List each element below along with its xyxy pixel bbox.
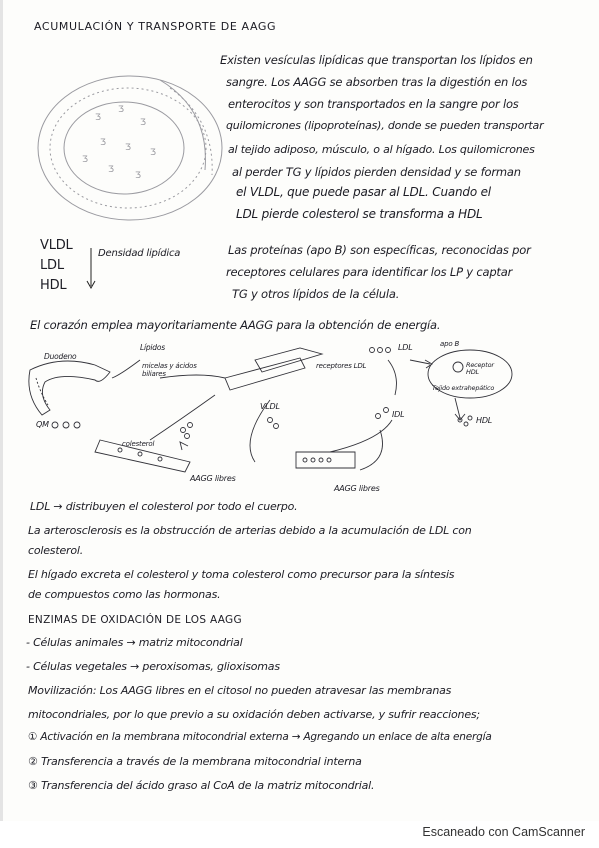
svg-text:Ʒ: Ʒ — [150, 148, 156, 158]
ldl-distribution-line: LDL → distribuyen el colesterol por todo el cuerpo. — [30, 500, 298, 513]
intro-line-2: sangre. Los AAGG se absorben tras la digestión en los — [226, 75, 528, 89]
label-receptor-hdl: Receptor HDL — [466, 361, 494, 376]
page-title: ACUMULACIÓN Y TRANSPORTE DE AAGG — [34, 20, 277, 33]
liver-line-2: de compuestos como las hormonas. — [28, 588, 221, 601]
enzymes-item-vegetal: - Células vegetales → peroxisomas, glioxisomas — [26, 660, 280, 673]
liver-line-1: El hígado excreta el colesterol y toma colesterol como precursor para la síntesis — [28, 568, 455, 581]
step-transfer-coa: ③ Transferencia del ácido graso al CoA de la matriz mitocondrial. — [28, 779, 375, 792]
label-tejido-extrahepatico: Tejido extrahepático — [432, 384, 495, 392]
label-ldl: LDL — [398, 343, 413, 352]
svg-text:Ʒ: Ʒ — [82, 155, 88, 165]
label-apo-b: apo B — [440, 340, 460, 348]
density-vldl: VLDL — [40, 238, 73, 253]
intro-line-6: al perder TG y lípidos pierden densidad y se forman — [232, 165, 521, 179]
label-hdl: HDL — [476, 416, 493, 425]
label-micelas: micelas y ácidos biliares — [142, 362, 197, 378]
label-aagg-libres-1: AAGG libres — [190, 474, 236, 483]
density-label: Densidad lipídica — [98, 248, 181, 259]
svg-text:Ʒ: Ʒ — [135, 171, 141, 181]
svg-text:Ʒ: Ʒ — [95, 113, 101, 123]
enzymes-heading: ENZIMAS DE OXIDACIÓN DE LOS AAGG — [28, 614, 242, 626]
scanner-footer — [0, 821, 599, 848]
lipoprotein-particle-drawing — [38, 76, 222, 220]
particle-inner-marks — [82, 105, 156, 181]
intro-line-7: el VLDL, que puede pasar al LDL. Cuando el — [236, 185, 491, 199]
svg-text:Ʒ: Ʒ — [100, 138, 106, 148]
label-duodeno: Duodeno — [44, 352, 77, 361]
density-ldl: LDL — [40, 258, 64, 273]
svg-text:Ʒ: Ʒ — [125, 143, 131, 153]
label-idl: IDL — [392, 410, 405, 419]
arterosclerosis-line-1: La arterosclerosis es la obstrucción de arterias debido a la acumulación de LDL con — [28, 524, 472, 537]
svg-text:Ʒ: Ʒ — [140, 118, 146, 128]
intro-line-8: LDL pierde colesterol se transforma a HDL — [236, 207, 483, 221]
svg-text:Ʒ: Ʒ — [108, 165, 114, 175]
label-aagg-libres-2: AAGG libres — [334, 484, 380, 493]
label-receptores-ldl: receptores LDL — [316, 362, 367, 370]
movilizacion-line-2: mitocondriales, por lo que previo a su oxidación deben activarse, y sufrir reacciones; — [28, 708, 480, 721]
label-lipidos: Lípidos — [140, 343, 165, 352]
density-hdl: HDL — [40, 278, 67, 293]
movilizacion-line-1: Movilización: Los AAGG libres en el citosol no pueden atravesar las membranas — [28, 684, 452, 697]
enzymes-item-animal: - Células animales → matriz mitocondrial — [26, 636, 243, 649]
apo-line-1: Las proteínas (apo B) son específicas, reconocidas por — [228, 243, 531, 257]
arterosclerosis-line-2: colesterol. — [28, 544, 84, 557]
svg-text:Ʒ: Ʒ — [118, 105, 124, 115]
intro-line-4: quilomicrones (lipoproteínas), donde se pueden transportar — [226, 119, 544, 132]
page-edge — [0, 0, 3, 821]
intro-line-5: al tejido adiposo, músculo, o al hígado. Los quilomicrones — [228, 143, 535, 156]
label-vldl: VLDL — [260, 402, 280, 411]
step-transfer-membrane: ② Transferencia a través de la membrana mitocondrial interna — [28, 755, 362, 768]
heart-sentence: El corazón emplea mayoritariamente AAGG para la obtención de energía. — [30, 318, 441, 332]
label-qm: QM — [36, 420, 49, 429]
apo-line-2: receptores celulares para identificar los LP y captar — [226, 265, 513, 279]
apo-line-3: TG y otros lípidos de la célula. — [232, 287, 400, 301]
label-colesterol: colesterol — [122, 440, 155, 448]
intro-line-3: enterocitos y son transportados en la sangre por los — [228, 97, 519, 111]
step-activation: ① Activación en la membrana mitocondrial externa → Agregando un enlace de alta energía — [28, 731, 492, 743]
intro-line-1: Existen vesículas lipídicas que transportan los lípidos en — [220, 53, 533, 67]
scanner-watermark: Escaneado con CamScanner — [422, 825, 585, 839]
